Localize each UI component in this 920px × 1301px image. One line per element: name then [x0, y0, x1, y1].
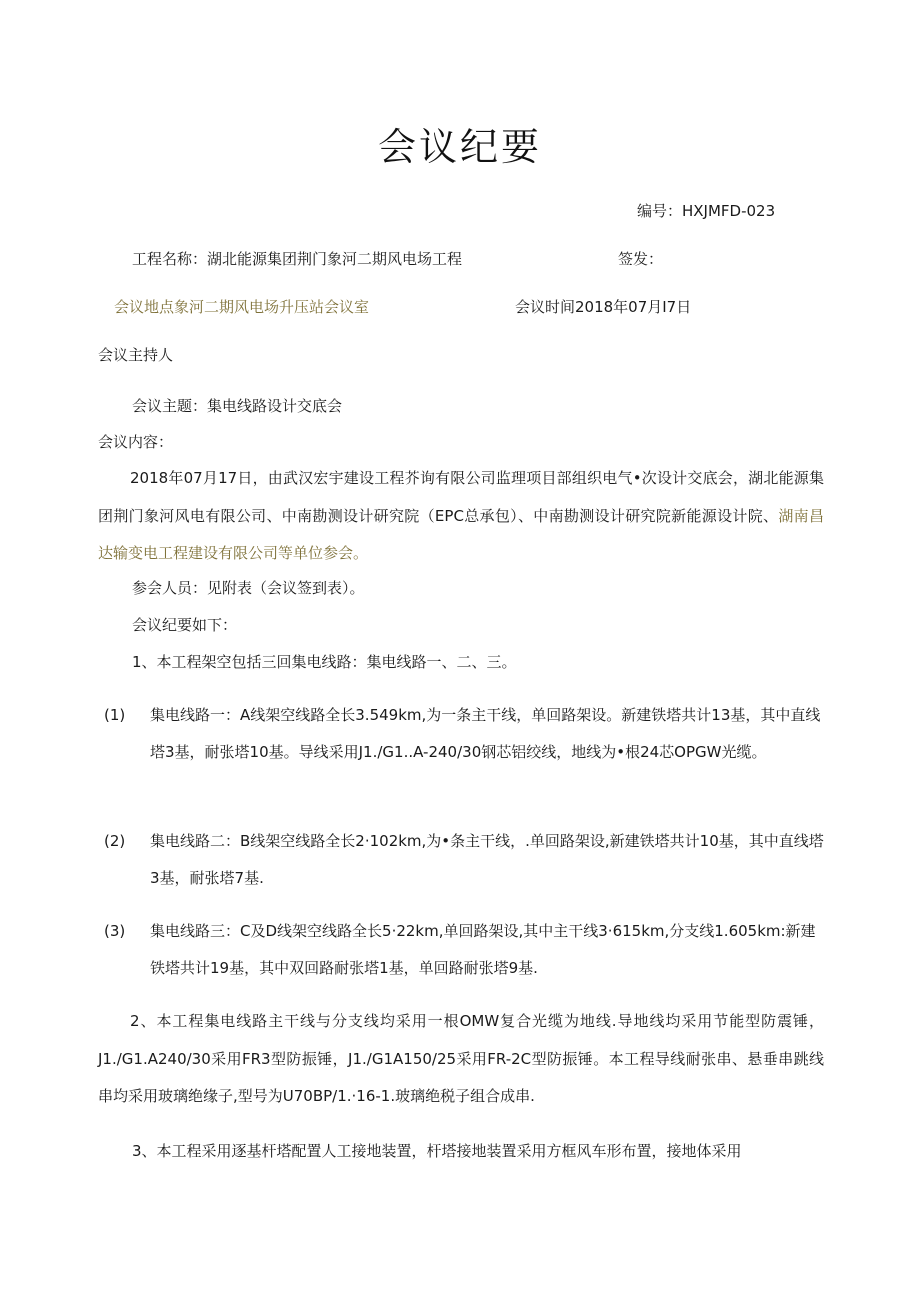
sign-off-label: 签发： — [618, 250, 664, 268]
content-label: 会议内容： — [98, 433, 174, 451]
intro-main-text: 2018年07月17日，由武汉宏宇建设工程芥询有限公司监理项目部组织电气•次设计交底会，湖北能源集团荆门象河风电有限公司、中南勘测设计研究院（EPC总承包）、中南勘测设计研究院新能源设计院、 — [98, 469, 824, 525]
subitem-2 — [104, 823, 824, 897]
subitem-3-text: 集电线路三：C及D线架空线路全长5·22km,单回路架设,其中主干线3·615km,分支线1.605km:新建铁塔共计19基，其中双回路耐张塔1基，单回路耐张塔9基. — [150, 922, 816, 977]
summary-label: 会议纪要如下： — [132, 616, 238, 634]
project-name: 工程名称：湖北能源集团荆门象河二期风电场工程 — [132, 250, 463, 268]
point-3-paragraph: 3、本工程采用逐基杆塔配置人工接地装置，杆塔接地装置采用方框风车形布置，接地体采用 — [132, 1142, 742, 1160]
document-number: 编号：HXJMFD-023 — [637, 202, 776, 220]
point-1: 1、本工程架空包括三回集电线路：集电线路一、二、三。 — [132, 653, 517, 671]
meeting-topic: 会议主题：集电线路设计交底会 — [132, 397, 343, 415]
meeting-time: 会议时间2018年07月I7日 — [515, 298, 692, 316]
point-2-paragraph: 2、本工程集电线路主干线与分支线均采用一根OMW复合光缆为地线.导地线均采用节能型防震锤，J1./G1.A240/30采用FR3型防振锤，J1./G1A150/25采用FR-2C型防振锤。本工程导线耐张串、悬垂串跳线串均采用玻璃绝缘子,型号为U70BP/1.·16-1.玻璃绝税子组合成串. — [98, 1012, 824, 1105]
subitem-1-number: (1) — [104, 706, 126, 724]
attendees-line: 参会人员：见附表（会议签到表）。 — [132, 579, 365, 597]
intro-paragraph — [98, 460, 824, 573]
meeting-location: 会议地点象河二期风电场升压站会议室 — [114, 298, 370, 316]
subitem-3 — [104, 913, 824, 987]
document-title: 会议纪要 — [377, 125, 542, 169]
intro-highlight-text: 湖南昌达输变电工程建设有限公司等单位参会。 — [98, 506, 824, 562]
subitem-1 — [104, 697, 824, 771]
subitem-2-text: 集电线路二：B线架空线路全长2·102km,为•条主干线，.单回路架设,新建铁塔共计10基，其中直线塔3基，耐张塔7基. — [150, 832, 824, 887]
subitem-3-number: (3) — [104, 922, 126, 940]
subitem-2-number: (2) — [104, 832, 126, 850]
subitem-1-text: 集电线路一：A线架空线路全长3.549km,为一条主干线，单回路架设。新建铁塔共计13基，其中直线塔3基，耐张塔10基。导线采用J1./G1..A-240/30钢芯铝绞线，地线为•根24芯OPGW光缆。 — [150, 706, 821, 761]
meeting-host: 会议主持人 — [98, 346, 174, 364]
